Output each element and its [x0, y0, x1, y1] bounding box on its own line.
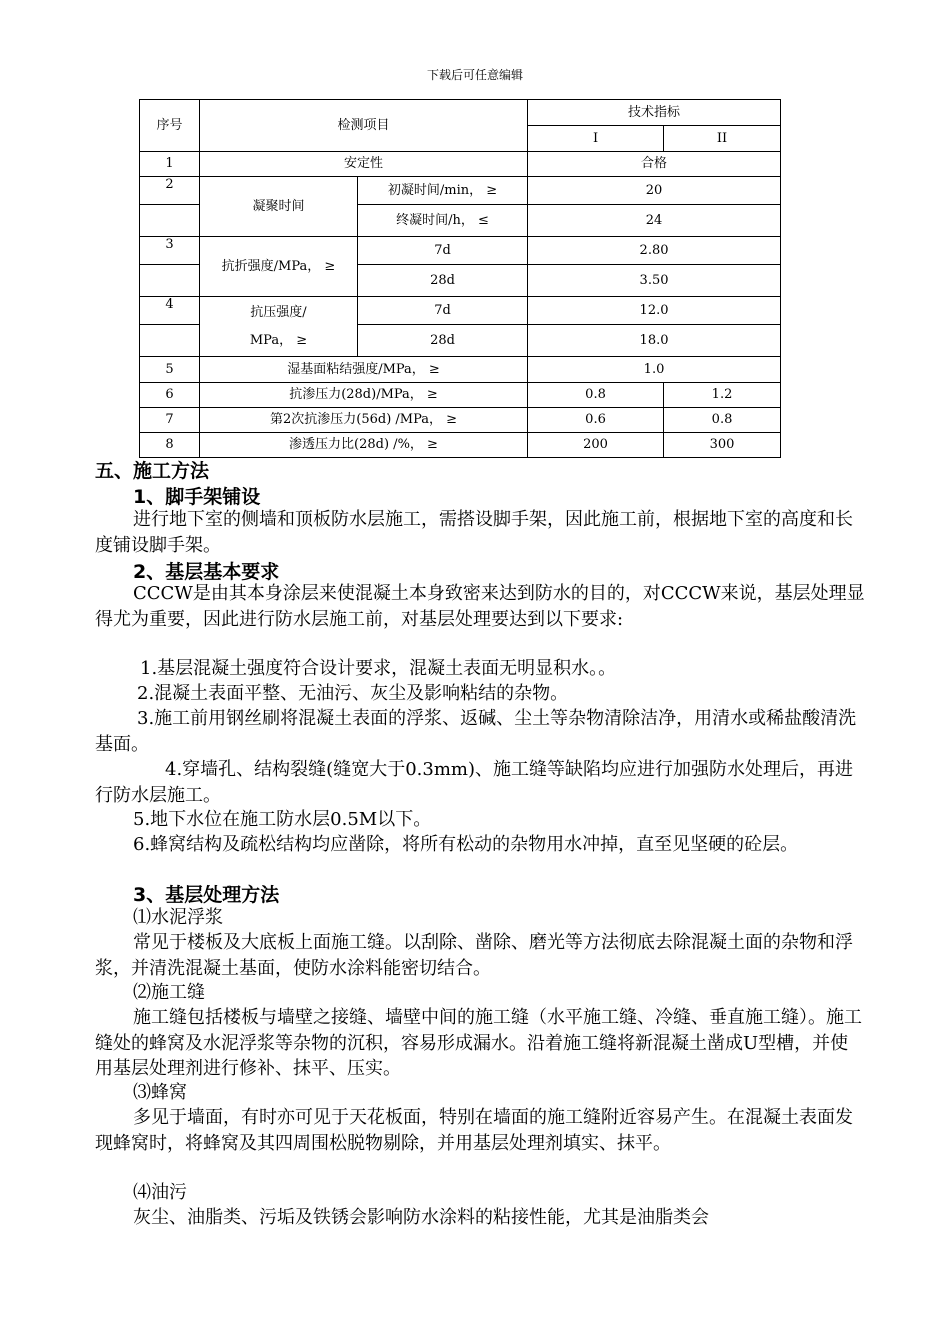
page-header: 下载后可任意编辑 [426, 68, 523, 82]
topic-title: ⑴水泥浮浆 [133, 907, 223, 928]
paragraph: CCCW是由其本身涂层来使混凝土本身致密来达到防水的目的，对CCCW来说，基层处理显得尤为重要，因此进行防水层施工前，对基层处理要达到以下要求: [95, 583, 865, 630]
cell-sub: 终凝时间/h， ≤ [358, 205, 528, 237]
cell-n: 8 [140, 433, 200, 458]
list-item: 5.地下水位在施工防水层0.5M以下。 [133, 809, 432, 830]
th-seq: 序号 [140, 100, 200, 152]
cell-value: 24 [528, 205, 781, 237]
list-item: 2.混凝土表面平整、无油污、灰尘及影响粘结的杂物。 [137, 683, 569, 704]
paragraph: 进行地下室的侧墙和顶板防水层施工，需搭设脚手架，因此施工前，根据地下室的高度和长度铺设脚手架。 [95, 509, 853, 556]
cell-sub: 28d [358, 325, 528, 357]
cell-n: 3 [140, 237, 200, 265]
paragraph: 多见于墙面，有时亦可见于天花板面，特别在墙面的施工缝附近容易产生。在混凝土表面发现蜂窝时，将蜂窝及其四周围松脱物剔除，并用基层处理剂填实、抹平。 [95, 1107, 853, 1154]
cell-value: 12.0 [528, 297, 781, 325]
th-ii: II [664, 126, 781, 152]
cell-n: 7 [140, 408, 200, 433]
list-item: 3.施工前用钢丝刷将混凝土表面的浮浆、返碱、尘土等杂物清除洁净，用清水或稀盐酸清洗基面。 [95, 708, 857, 755]
paragraph: 施工缝包括楼板与墙壁之接缝、墙壁中间的施工缝（水平施工缝、冷缝、垂直施工缝）。施工缝处的蜂窝及水泥浮浆等杂物的沉积，容易形成漏水。沿着施工缝将新混凝土凿成U型槽，并使用基层处理剂进行修补、抹平、压实。 [95, 1007, 862, 1079]
item-line-a: 抗压强度/ [250, 304, 307, 320]
list-item: 6.蜂窝结构及疏松结构均应凿除，将所有松动的杂物用水冲掉，直至见坚硬的砼层。 [133, 834, 799, 855]
spec-table [139, 99, 781, 458]
cell-ii: 300 [664, 433, 781, 458]
cell-item: 抗渗压力(28d)/MPa， ≥ [200, 383, 528, 408]
cell-value: 20 [528, 177, 781, 205]
th-i: I [528, 126, 664, 152]
cell-ii: 0.8 [664, 408, 781, 433]
cell-value: 2.80 [528, 237, 781, 265]
cell-sub: 7d [358, 297, 528, 325]
cell-item: 凝聚时间 [200, 177, 358, 237]
cell-ii: 1.2 [664, 383, 781, 408]
cell-sub: 28d [358, 265, 528, 297]
cell-n: 4 [140, 297, 200, 325]
subsection-heading: 1、脚手架铺设 [133, 486, 261, 508]
cell-item: 渗透压力比(28d) /%， ≥ [200, 433, 528, 458]
list-item: 1.基层混凝土强度符合设计要求，混凝土表面无明显积水。。 [140, 658, 617, 679]
cell-sub: 初凝时间/min， ≥ [358, 177, 528, 205]
cell-sub: 7d [358, 237, 528, 265]
cell-n: 6 [140, 383, 200, 408]
cell-value: 3.50 [528, 265, 781, 297]
cell-i: 200 [528, 433, 664, 458]
topic-title: ⑷油污 [133, 1182, 187, 1203]
cell-item: 湿基面粘结强度/MPa， ≥ [200, 357, 528, 383]
cell-n: 2 [140, 177, 200, 205]
cell-i: 0.6 [528, 408, 664, 433]
subsection-heading: 3、基层处理方法 [133, 884, 280, 906]
cell-item [200, 297, 358, 357]
cell-i: 0.8 [528, 383, 664, 408]
cell-value: 1.0 [528, 357, 781, 383]
topic-title: ⑵施工缝 [133, 982, 205, 1003]
cell-n: 5 [140, 357, 200, 383]
subsection-heading: 2、基层基本要求 [133, 561, 280, 583]
cell-value: 18.0 [528, 325, 781, 357]
topic-title: ⑶蜂窝 [133, 1082, 187, 1103]
item-line-b: MPa， ≥ [249, 332, 308, 348]
cell-n: 1 [140, 152, 200, 177]
list-item: 4.穿墙孔、结构裂缝(缝宽大于0.3mm)、施工缝等缺陷均应进行加强防水处理后，再进行防水层施工。 [95, 759, 853, 806]
paragraph: 常见于楼板及大底板上面施工缝。以刮除、凿除、磨光等方法彻底去除混凝土面的杂物和浮浆，并清洗混凝土基面，使防水涂料能密切结合。 [95, 932, 853, 979]
cell-item: 抗折强度/MPa， ≥ [200, 237, 358, 297]
cell-item: 安定性 [200, 152, 528, 177]
cell-item: 第2次抗渗压力(56d) /MPa， ≥ [200, 408, 528, 433]
section-heading: 五、施工方法 [95, 460, 210, 482]
cell-value: 合格 [528, 152, 781, 177]
th-tech: 技术指标 [528, 100, 781, 126]
th-item: 检测项目 [200, 100, 528, 152]
paragraph: 灰尘、油脂类、污垢及铁锈会影响防水涂料的粘接性能，尤其是油脂类会 [133, 1207, 709, 1228]
